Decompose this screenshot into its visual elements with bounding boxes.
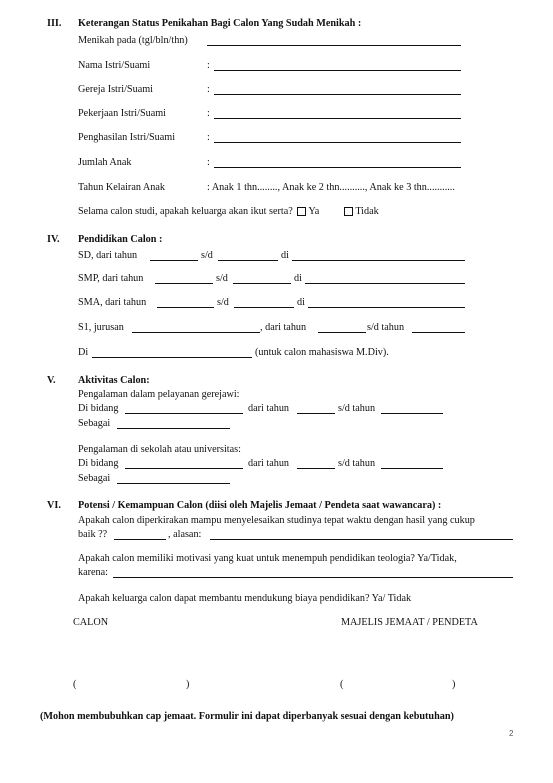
school-as-label: Sebagai xyxy=(78,473,111,484)
sd-to-label: s/d xyxy=(201,250,213,261)
s1-major-field[interactable] xyxy=(132,332,260,333)
signature-majelis-open-paren: ( xyxy=(340,679,344,690)
s1-from-label: , dari tahun xyxy=(260,322,307,333)
smp-label: SMP, dari tahun xyxy=(78,273,144,284)
q2-text: Apakah calon memiliki motivasi yang kuat untuk menempuh pendidikan teologia? Ya/Tidak, xyxy=(78,553,457,564)
q2-because-label: karena: xyxy=(78,567,108,578)
checkbox-yes-label: Ya xyxy=(308,206,320,217)
sma-label: SMA, dari tahun xyxy=(78,297,147,308)
section-6-number: VI. xyxy=(47,500,61,511)
sd-to-field[interactable] xyxy=(218,260,278,261)
school-experience-label: Pengalaman di sekolah atau universitas: xyxy=(78,444,241,455)
church-field-label: Di bidang xyxy=(78,403,119,414)
spouse-name-colon: : xyxy=(207,60,210,71)
checkbox-no[interactable] xyxy=(344,207,353,216)
church-experience-label: Pengalaman dalam pelayanan gerejawi: xyxy=(78,389,240,400)
smp-from-field[interactable] xyxy=(155,283,213,284)
q3-text: Apakah keluarga calon dapat membantu mendukung biaya pendidikan? Ya/ Tidak xyxy=(78,593,412,604)
spouse-name-label: Nama Istri/Suami xyxy=(78,60,151,71)
mdiv-note: (untuk calon mahasiswa M.Div). xyxy=(255,347,389,358)
church-as-label: Sebagai xyxy=(78,418,111,429)
section-4-number: IV. xyxy=(47,234,60,245)
q1-text: Apakah calon diperkirakan mampu menyelesaikan studinya tepat waktu dengan hasil yang cukup xyxy=(78,515,475,526)
sma-di-label: di xyxy=(297,297,305,308)
spouse-job-label: Pekerjaan Istri/Suami xyxy=(78,108,166,119)
q1-answer-field[interactable] xyxy=(114,539,166,540)
school-from-label: dari tahun xyxy=(248,458,290,469)
spouse-job-field[interactable] xyxy=(214,118,461,119)
q2-reason-field[interactable] xyxy=(113,577,513,578)
family-question-row xyxy=(78,206,379,218)
smp-to-field[interactable] xyxy=(233,283,291,284)
section-5-number: V. xyxy=(47,375,56,386)
mdiv-school-field[interactable] xyxy=(92,357,252,358)
checkbox-no-label: Tidak xyxy=(355,206,379,217)
school-to-field[interactable] xyxy=(381,468,443,469)
q1-reason-label: , alasan: xyxy=(168,529,202,540)
school-as-field[interactable] xyxy=(117,483,230,484)
spouse-church-label: Gereja Istri/Suami xyxy=(78,84,153,95)
spouse-name-field[interactable] xyxy=(214,70,461,71)
spouse-job-colon: : xyxy=(207,108,210,119)
signature-calon-open-paren: ( xyxy=(73,679,77,690)
sd-di-label: di xyxy=(281,250,289,261)
mdiv-di-label: Di xyxy=(78,347,89,358)
church-to-label: s/d tahun xyxy=(338,403,376,414)
sd-from-field[interactable] xyxy=(150,260,198,261)
sma-to-field[interactable] xyxy=(234,307,294,308)
signature-majelis-label: MAJELIS JEMAAT / PENDETA xyxy=(341,617,478,628)
page-number: 2 xyxy=(509,729,514,738)
spouse-income-field[interactable] xyxy=(214,142,461,143)
section-3-number: III. xyxy=(47,18,62,29)
section-6-title: Potensi / Kemampuan Calon (diisi oleh Majelis Jemaat / Pendeta saat wawancara) : xyxy=(78,500,442,511)
smp-to-label: s/d xyxy=(216,273,228,284)
church-from-field[interactable] xyxy=(297,413,335,414)
church-to-field[interactable] xyxy=(381,413,443,414)
spouse-church-field[interactable] xyxy=(214,94,461,95)
church-as-field[interactable] xyxy=(117,428,230,429)
birth-year-value[interactable]: : Anak 1 thn........, Anak ke 2 thn.........., Anak ke 3 thn........... xyxy=(207,182,455,193)
sd-school-field[interactable] xyxy=(292,260,465,261)
sd-label: SD, dari tahun xyxy=(78,250,138,261)
spouse-income-colon: : xyxy=(207,132,210,143)
s1-to-field[interactable] xyxy=(412,332,465,333)
s1-to-label: s/d tahun xyxy=(367,322,405,333)
sma-to-label: s/d xyxy=(217,297,229,308)
section-5-title: Aktivitas Calon: xyxy=(78,375,150,386)
smp-di-label: di xyxy=(294,273,302,284)
section-3-title: Keterangan Status Penikahan Bagi Calon Yang Sudah Menikah : xyxy=(78,18,362,29)
section-4-title: Pendidikan Calon : xyxy=(78,234,163,245)
school-field-label: Di bidang xyxy=(78,458,119,469)
church-from-label: dari tahun xyxy=(248,403,290,414)
marriage-date-label: Menikah pada (tgl/bln/thn) xyxy=(78,35,188,46)
school-from-field[interactable] xyxy=(297,468,335,469)
s1-label: S1, jurusan xyxy=(78,322,124,333)
church-field-input[interactable] xyxy=(125,413,243,414)
signature-calon-close-paren: ) xyxy=(186,679,190,690)
checkbox-yes[interactable] xyxy=(297,207,306,216)
school-to-label: s/d tahun xyxy=(338,458,376,469)
marriage-date-field[interactable] xyxy=(207,45,461,46)
spouse-church-colon: : xyxy=(207,84,210,95)
signature-majelis-close-paren: ) xyxy=(452,679,456,690)
q1-reason-field[interactable] xyxy=(210,539,513,540)
sma-school-field[interactable] xyxy=(308,307,465,308)
birth-year-label: Tahun Kelairan Anak xyxy=(78,182,165,193)
family-question: Selama calon studi, apakah keluarga akan ikut serta? xyxy=(78,206,293,217)
footer-note: (Mohon membubuhkan cap jemaat. Formulir ini dapat diperbanyak sesuai dengan kebutuhan) xyxy=(40,711,454,722)
children-count-colon: : xyxy=(207,157,210,168)
children-count-field[interactable] xyxy=(214,167,461,168)
smp-school-field[interactable] xyxy=(305,283,465,284)
sma-from-field[interactable] xyxy=(157,307,214,308)
signature-calon-label: CALON xyxy=(73,617,109,628)
school-field-input[interactable] xyxy=(125,468,243,469)
spouse-income-label: Penghasilan Istri/Suami xyxy=(78,132,176,143)
q1-start: baik ?? xyxy=(78,529,108,540)
s1-from-field[interactable] xyxy=(318,332,366,333)
children-count-label: Jumlah Anak xyxy=(78,157,132,168)
